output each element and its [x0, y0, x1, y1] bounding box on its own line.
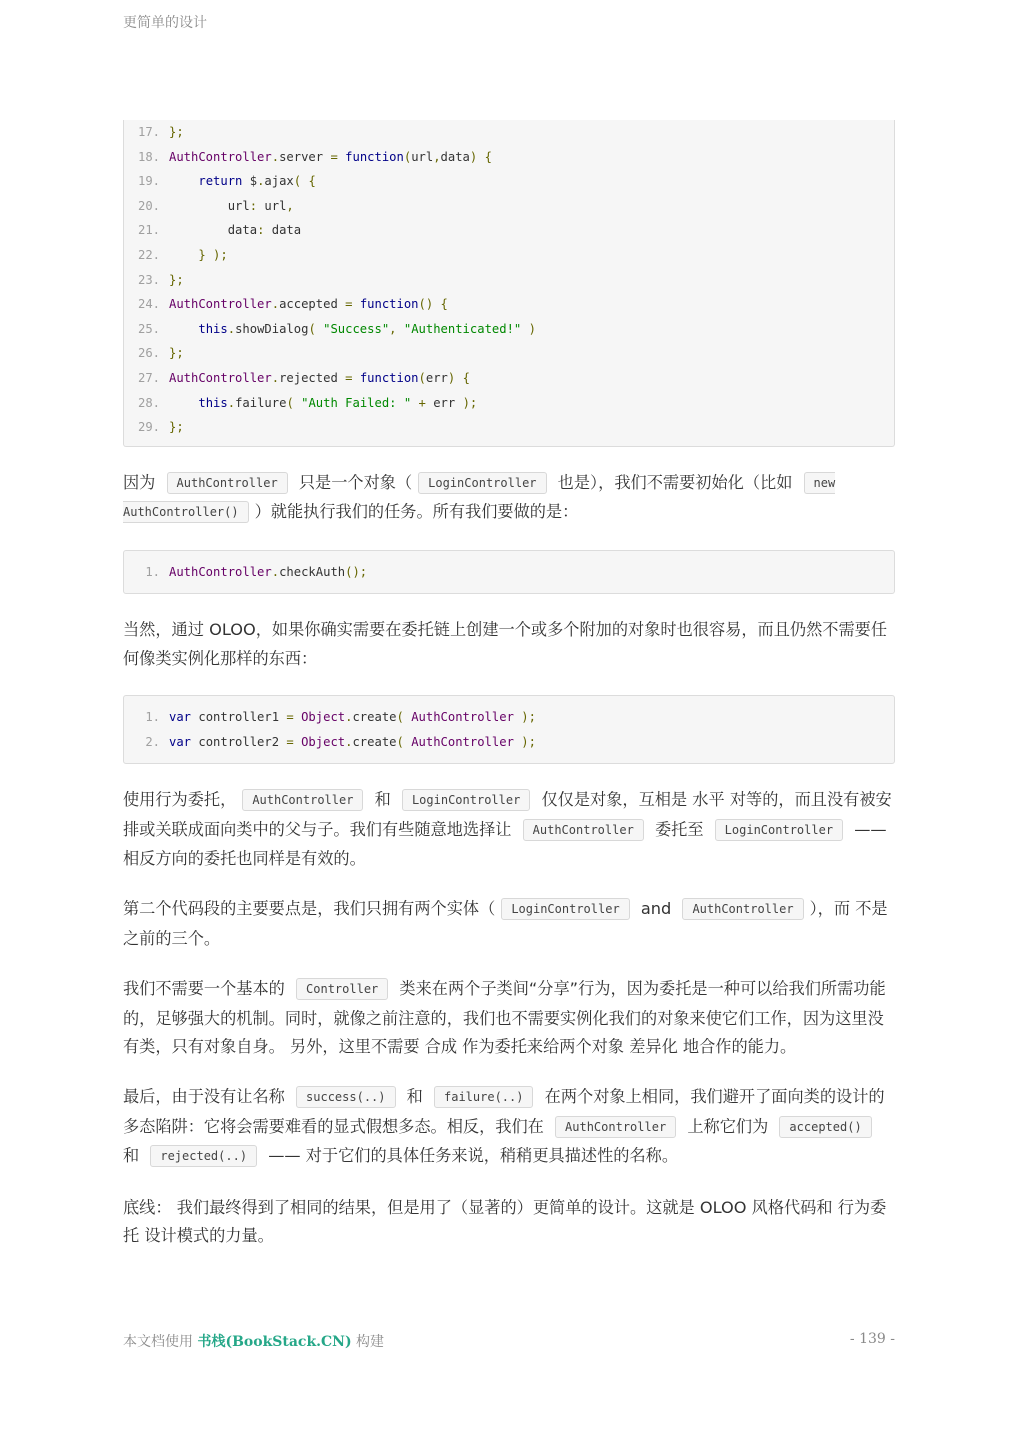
code-token: $: [242, 174, 258, 189]
code-token: Object: [301, 709, 346, 724]
code-token: ): [469, 149, 478, 164]
line-number: 28.: [137, 395, 160, 410]
line-number: 26.: [137, 346, 160, 361]
code-token: [352, 371, 359, 385]
line-number: 1.: [145, 564, 160, 579]
code-line: [124, 391, 894, 416]
code-token: .: [227, 395, 236, 410]
code-token: .: [271, 370, 280, 385]
code-line: [124, 218, 894, 243]
page-number: - 139 -: [849, 1331, 895, 1347]
paragraph-text: 在两个对象上相同，我们避开了面向类的设计的多态陷阱：它将会需要难看的显式假想多态。相反，我们在: [123, 1087, 885, 1136]
footer-prefix: 本文档使用: [123, 1334, 198, 1350]
code-token: };: [169, 420, 184, 435]
code-token: server: [279, 149, 331, 164]
code-token: ,: [389, 321, 397, 336]
code-block: [123, 695, 895, 764]
code-token: var: [169, 734, 192, 749]
code-token: (: [308, 321, 316, 336]
code-token: data: [440, 149, 470, 164]
paragraph-text: ），而 不是之前的三个。: [123, 899, 888, 948]
paragraph-text: 第二个代码段的主要要点是，我们只拥有两个实体（: [123, 899, 496, 919]
code-token: };: [169, 272, 184, 287]
code-line: [124, 341, 894, 366]
code-token: Object: [301, 734, 346, 749]
code-line: [124, 705, 894, 730]
paragraph-text: 我们不需要一个基本的: [123, 979, 291, 999]
inline-code: LoginController: [715, 819, 843, 841]
code-token: [433, 297, 440, 311]
code-token: +: [418, 395, 426, 410]
code-token: url: [257, 198, 287, 213]
code-token: accepted: [279, 297, 346, 312]
code-token: controller1: [191, 709, 287, 724]
code-token: function: [345, 149, 404, 164]
line-number: 19.: [137, 174, 160, 189]
code-token: failure: [235, 395, 287, 410]
code-token: }: [198, 247, 206, 262]
code-token: this: [198, 321, 228, 336]
page-header-title: 更简单的设计: [123, 15, 207, 31]
paragraph-text: 和: [123, 1146, 145, 1166]
inline-code: AuthController: [523, 819, 644, 841]
code-token: =: [330, 149, 338, 164]
code-token: [477, 150, 484, 164]
inline-code: AuthController: [167, 472, 288, 494]
code-line: [124, 145, 894, 170]
inline-code: LoginController: [501, 898, 629, 920]
code-line: [124, 415, 894, 440]
code-line: [124, 194, 894, 219]
paragraph-text: 和: [369, 790, 396, 810]
code-token: AuthController: [411, 709, 514, 724]
paragraph-text: 上称它们为: [682, 1116, 774, 1136]
line-number: 23.: [137, 272, 160, 287]
code-token: AuthController: [169, 297, 272, 312]
inline-code: LoginController: [402, 789, 530, 811]
inline-code: AuthController: [242, 789, 363, 811]
code-token: (: [403, 149, 412, 164]
code-line: [124, 268, 894, 293]
code-token: [352, 297, 359, 311]
code-token: (: [293, 174, 302, 189]
code-token: (: [286, 395, 294, 410]
page-footer: [123, 1331, 895, 1351]
bookstack-link[interactable]: 书栈(BookStack.CN): [197, 1334, 352, 1350]
paragraph-text: —— 相反方向的委托也同样是有效的。: [123, 819, 887, 868]
paragraph: [123, 975, 895, 1061]
code-token: [521, 322, 528, 336]
code-token: :: [257, 223, 265, 238]
line-number: 21.: [137, 223, 160, 238]
paragraph-text: 和: [401, 1087, 428, 1107]
code-token: .: [257, 174, 265, 189]
code-token: url: [169, 198, 250, 213]
paragraph-text: 仅仅是对象，互相是 水平 对等的，而且没有被安排或关联成面向类中的父与子。我们有些随意地选择让: [123, 790, 892, 839]
inline-code: LoginController: [418, 472, 546, 494]
paragraph-text: 因为: [123, 472, 161, 492]
paragraph: [123, 616, 895, 673]
inline-code: Controller: [296, 978, 388, 1000]
inline-code: accepted(): [779, 1116, 871, 1138]
code-token: };: [169, 125, 184, 139]
code-token: AuthController: [411, 734, 514, 749]
code-token: =: [345, 297, 353, 312]
code-line: [124, 169, 894, 194]
code-token: [397, 322, 404, 336]
code-token: {: [440, 297, 448, 312]
paragraph-text: 也是），我们不需要初始化（比如: [552, 472, 798, 492]
code-token: [206, 248, 213, 262]
paragraph: [123, 1083, 895, 1171]
code-token: AuthController: [169, 370, 272, 385]
code-token: .: [227, 321, 236, 336]
code-token: .: [271, 564, 280, 579]
inline-code: AuthController: [555, 1116, 676, 1138]
paragraph-text: 底线： 我们最终得到了相同的结果，但是用了（显著的）更简单的设计。这就是 OLOO 风格代码和 行为委托 设计模式的力量。: [123, 1197, 887, 1245]
code-token: );: [462, 395, 478, 410]
line-number: 17.: [137, 125, 160, 139]
code-token: var: [169, 709, 192, 724]
code-token: (: [418, 370, 426, 385]
code-token: .: [345, 734, 353, 749]
code-token: AuthController: [169, 564, 272, 579]
code-token: .: [271, 149, 280, 164]
line-number: 24.: [137, 297, 160, 312]
code-line: [124, 292, 894, 317]
code-token: AuthController: [169, 149, 272, 164]
code-token: [169, 396, 198, 410]
paragraph-text: 使用行为委托，: [123, 790, 237, 810]
code-token: };: [169, 346, 184, 361]
code-token: :: [249, 198, 258, 213]
inline-code: AuthController: [682, 898, 803, 920]
code-line: [124, 120, 894, 145]
line-number: 27.: [137, 370, 160, 385]
code-line: [124, 317, 894, 342]
paragraph: [123, 786, 895, 873]
line-number: 1.: [145, 709, 160, 724]
code-token: checkAuth: [279, 564, 346, 579]
code-token: create: [352, 734, 397, 749]
paragraph-text: 只是一个对象（: [293, 472, 413, 492]
code-line: [124, 243, 894, 268]
code-token: [294, 710, 301, 724]
paragraph: [123, 895, 895, 953]
code-block: [123, 120, 895, 447]
inline-code: failure(..): [434, 1086, 533, 1108]
line-number: 2.: [145, 734, 160, 749]
inline-code: rejected(..): [150, 1145, 257, 1167]
code-token: ();: [345, 564, 368, 579]
line-number: 22.: [137, 247, 160, 262]
code-token: create: [352, 709, 397, 724]
code-token: function: [359, 370, 419, 385]
code-token: rejected: [279, 370, 346, 385]
code-token: (: [396, 709, 404, 724]
code-token: data: [169, 223, 258, 238]
code-token: (): [418, 297, 434, 312]
code-line: [124, 366, 894, 391]
code-line: [124, 560, 894, 585]
line-number: 29.: [137, 420, 160, 435]
paragraph-text: —— 对于它们的具体任务来说，稍稍更具描述性的名称。: [263, 1146, 679, 1166]
code-token: .: [271, 297, 280, 312]
code-token: );: [213, 247, 228, 262]
code-token: =: [286, 734, 294, 749]
code-token: {: [308, 174, 316, 189]
code-token: data: [264, 223, 302, 238]
code-block: [123, 550, 895, 595]
paragraph-text: and: [635, 899, 677, 919]
code-token: [169, 322, 198, 336]
code-token: "Auth Failed: ": [301, 395, 412, 410]
code-token: err: [425, 370, 448, 385]
footer-suffix: 构建: [351, 1334, 385, 1350]
paragraph-text: 当然，通过 OLOO，如果你确实需要在委托链上创建一个或多个附加的对象时也很容易，而且仍然不需要任何像类实例化那样的东西：: [123, 620, 888, 668]
paragraph-text: 委托至: [649, 819, 709, 839]
code-token: url: [411, 149, 434, 164]
code-token: ,: [286, 198, 294, 213]
code-token: =: [345, 370, 353, 385]
code-token: );: [521, 734, 536, 749]
code-token: [411, 396, 418, 410]
code-token: ): [447, 370, 456, 385]
paragraph-text: ）就能执行我们的任务。所有我们要做的是：: [254, 502, 579, 522]
code-token: this: [198, 395, 228, 410]
line-number: 20.: [137, 198, 160, 213]
paragraph-text: 类来在两个子类间“分享”行为，因为委托是一种可以给我们所需功能的，足够强大的机制。同时，就像之前注意的，我们也不需要实例化我们的对象来使它们工作，因为这里没有类，只有对象自身。 另外，这里不需要 合成 作为委托来给两个对象 差异化 地合作的能力。: [123, 979, 886, 1056]
code-token: function: [359, 297, 419, 312]
code-token: "Success": [323, 321, 390, 336]
inline-code: new AuthController(): [123, 472, 835, 523]
line-number: 18.: [137, 149, 160, 164]
code-token: [169, 174, 198, 188]
document-body: [123, 120, 895, 1250]
code-token: ): [528, 321, 536, 336]
code-token: [169, 248, 198, 262]
code-token: );: [521, 709, 536, 724]
line-number: 25.: [137, 321, 160, 336]
paragraph: [123, 469, 895, 528]
code-token: return: [198, 174, 243, 189]
code-token: (: [396, 734, 404, 749]
code-token: err: [425, 395, 463, 410]
code-token: controller2: [191, 734, 287, 749]
code-token: ,: [433, 149, 441, 164]
code-token: =: [286, 709, 294, 724]
code-token: showDialog: [235, 321, 309, 336]
paragraph: [123, 1194, 895, 1251]
code-token: {: [484, 149, 492, 164]
code-line: [124, 730, 894, 755]
code-token: ajax: [264, 174, 294, 189]
code-token: "Authenticated!": [403, 321, 522, 336]
code-token: {: [462, 370, 470, 385]
code-token: [294, 735, 301, 749]
inline-code: success(..): [296, 1086, 395, 1108]
code-token: .: [345, 709, 353, 724]
code-token: [455, 371, 462, 385]
paragraph-text: 最后，由于没有让名称: [123, 1087, 291, 1107]
